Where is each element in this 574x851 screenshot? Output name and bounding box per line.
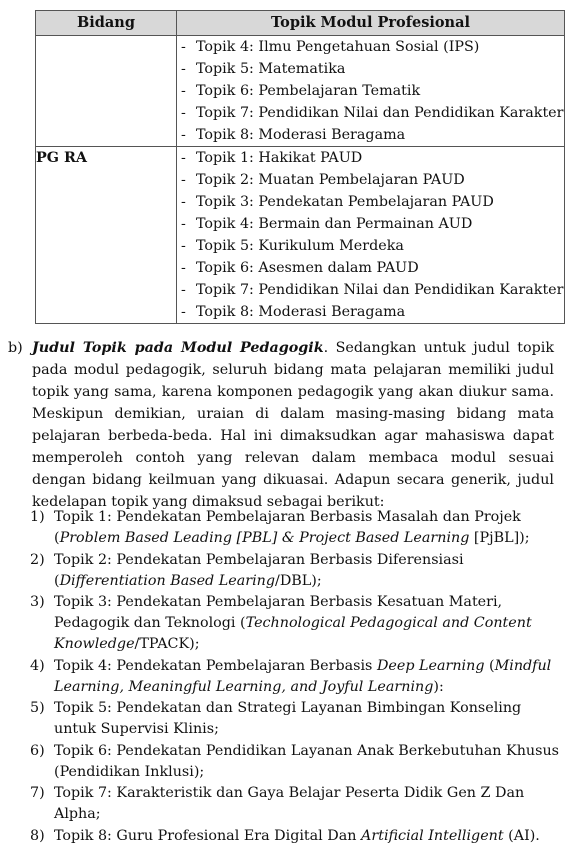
topic-text: Topik 7: Pendidikan Nilai dan Pendidikan Karakter xyxy=(196,105,564,121)
topic-item xyxy=(177,191,564,213)
list-item-text: Topik 1: Pendekatan Pembelajaran Berbasis Masalah dan Projek ( xyxy=(54,509,521,546)
topic-text: Topik 2: Muatan Pembelajaran PAUD xyxy=(196,172,465,188)
list-item-italic-text: Artificial Intelligent xyxy=(361,827,504,844)
topic-text: Topik 4: Bermain dan Permainan AUD xyxy=(196,216,473,232)
pedagogic-topic-list xyxy=(4,507,564,847)
topic-dash: - xyxy=(181,216,186,232)
paragraph-text: . Sedangkan untuk judul topik pada modul pedagogik, seluruh bidang mata pelajaran memiliki judul topik yang sama, karena komponen pedagogik yang akan diukur sama. Meskipun demikian, uraian di dalam masing-masing bidang mata pelajaran berbeda-beda. Hal ini dimaksudkan agar mahasiswa dapat memperoleh contoh yang relevan dalam membaca modul sesuai dengan bidang keilmuan yang dikuasai. Adapun secara generik, judul kedelapan topik yang dimaksud sebagai berikut: xyxy=(32,340,554,510)
topic-dash: - xyxy=(181,127,186,143)
list-item-text: Topik 6: Pendekatan Pendidikan Layanan Anak Berkebutuhan Khusus (Pendidikan Inklusi); xyxy=(54,742,559,780)
list-item xyxy=(4,783,564,825)
topic-dash: - xyxy=(181,282,186,298)
topic-text: Topik 6: Pembelajaran Tematik xyxy=(196,83,421,99)
list-item-text: Topik 5: Pendekatan dan Strategi Layanan Bimbingan Konseling untuk Supervisi Klinis; xyxy=(54,700,522,737)
paragraph-body xyxy=(32,337,554,513)
list-item xyxy=(4,592,564,655)
list-item xyxy=(4,656,564,698)
list-item-italic-text: Technological Pedagogical and Content Knowledge xyxy=(54,615,532,652)
list-item-text: [PjBL]); xyxy=(469,530,530,546)
topic-text: Topik 5: Matematika xyxy=(196,61,346,77)
section-b-paragraph xyxy=(4,337,554,513)
list-item xyxy=(4,741,564,783)
list-item-text: ): xyxy=(433,678,444,695)
list-item xyxy=(4,550,564,592)
topic-text: Topik 7: Pendidikan Nilai dan Pendidikan Karakter xyxy=(196,282,564,298)
header-topik: Topik Modul Profesional xyxy=(177,11,565,36)
list-item xyxy=(4,698,564,740)
topic-item xyxy=(177,102,564,124)
topic-item xyxy=(177,169,564,191)
topic-item xyxy=(177,58,564,80)
topic-dash: - xyxy=(181,260,186,276)
topic-dash: - xyxy=(181,105,186,121)
topic-item xyxy=(177,279,564,301)
list-number: 8) xyxy=(30,827,45,844)
topic-text: Topik 1: Hakikat PAUD xyxy=(196,150,363,166)
topic-text: Topik 8: Moderasi Beragama xyxy=(196,127,406,143)
paragraph-marker: b) xyxy=(8,340,23,356)
list-item-text: Topik 4: Pendekatan Pembelajaran Berbasis xyxy=(54,657,377,674)
list-number: 7) xyxy=(30,785,45,801)
table-row xyxy=(36,147,565,324)
topic-item xyxy=(177,80,564,102)
topic-item xyxy=(177,147,564,169)
list-item-text: Topik 2: Pendekatan Pembelajaran Berbasis Diferensiasi ( xyxy=(54,551,464,589)
topic-item xyxy=(177,257,564,279)
list-item-text: ( xyxy=(484,657,495,674)
module-topic-table xyxy=(35,10,565,324)
table-header-row xyxy=(36,11,565,36)
topic-dash: - xyxy=(181,150,186,166)
list-item-italic-text: Deep Learning xyxy=(376,657,485,674)
list-item-text: Topik 3: Pendekatan Pembelajaran Berbasis Kesatuan Materi, Pedagogik dan Teknologi ( xyxy=(54,594,503,631)
topic-item xyxy=(177,36,564,58)
topic-text: Topik 3: Pendekatan Pembelajaran PAUD xyxy=(196,194,494,210)
list-item xyxy=(4,507,564,549)
topic-dash: - xyxy=(181,238,186,254)
topic-dash: - xyxy=(181,61,186,77)
topic-dash: - xyxy=(181,304,186,320)
list-item-text: Topik 7: Karakteristik dan Gaya Belajar Peserta Didik Gen Z Dan Alpha; xyxy=(54,785,525,822)
list-item-text: (AI). xyxy=(503,827,540,844)
topics-cell xyxy=(177,36,565,147)
list-item xyxy=(4,826,564,847)
topic-item xyxy=(177,301,564,323)
list-number: 6) xyxy=(30,742,45,759)
list-number: 3) xyxy=(30,594,45,610)
list-number: 2) xyxy=(30,551,45,568)
topic-dash: - xyxy=(181,39,186,55)
bidang-cell xyxy=(36,36,177,147)
list-item-italic-text: Differentiation Based Learing xyxy=(59,572,275,589)
list-number: 5) xyxy=(30,700,45,716)
topic-item xyxy=(177,235,564,257)
topics-cell xyxy=(177,147,565,324)
topic-dash: - xyxy=(181,83,186,99)
list-number: 4) xyxy=(30,657,45,674)
topic-text: Topik 4: Ilmu Pengetahuan Sosial (IPS) xyxy=(196,39,480,55)
topic-item xyxy=(177,213,564,235)
topic-text: Topik 6: Asesmen dalam PAUD xyxy=(196,260,419,276)
bidang-cell: PG RA xyxy=(36,147,177,324)
topic-text: Topik 8: Moderasi Beragama xyxy=(196,304,406,320)
table-row xyxy=(36,36,565,147)
list-item-italic-text: Mindful Learning, Meaningful Learning, and Joyful Learning xyxy=(54,657,552,695)
list-item-text: /DBL); xyxy=(275,572,322,589)
topic-text: Topik 5: Kurikulum Merdeka xyxy=(196,238,404,254)
topic-item xyxy=(177,124,564,146)
list-item-italic-text: Problem Based Leading [PBL] & Project Based Learning xyxy=(59,530,470,546)
list-item-text: /TPACK); xyxy=(134,636,200,652)
list-item-text: Topik 8: Guru Profesional Era Digital Dan xyxy=(54,827,362,844)
topic-dash: - xyxy=(181,194,186,210)
header-bidang: Bidang xyxy=(36,11,177,36)
paragraph-lead: Judul Topik pada Modul Pedagogik xyxy=(32,340,324,356)
topic-dash: - xyxy=(181,172,186,188)
list-number: 1) xyxy=(30,509,45,525)
